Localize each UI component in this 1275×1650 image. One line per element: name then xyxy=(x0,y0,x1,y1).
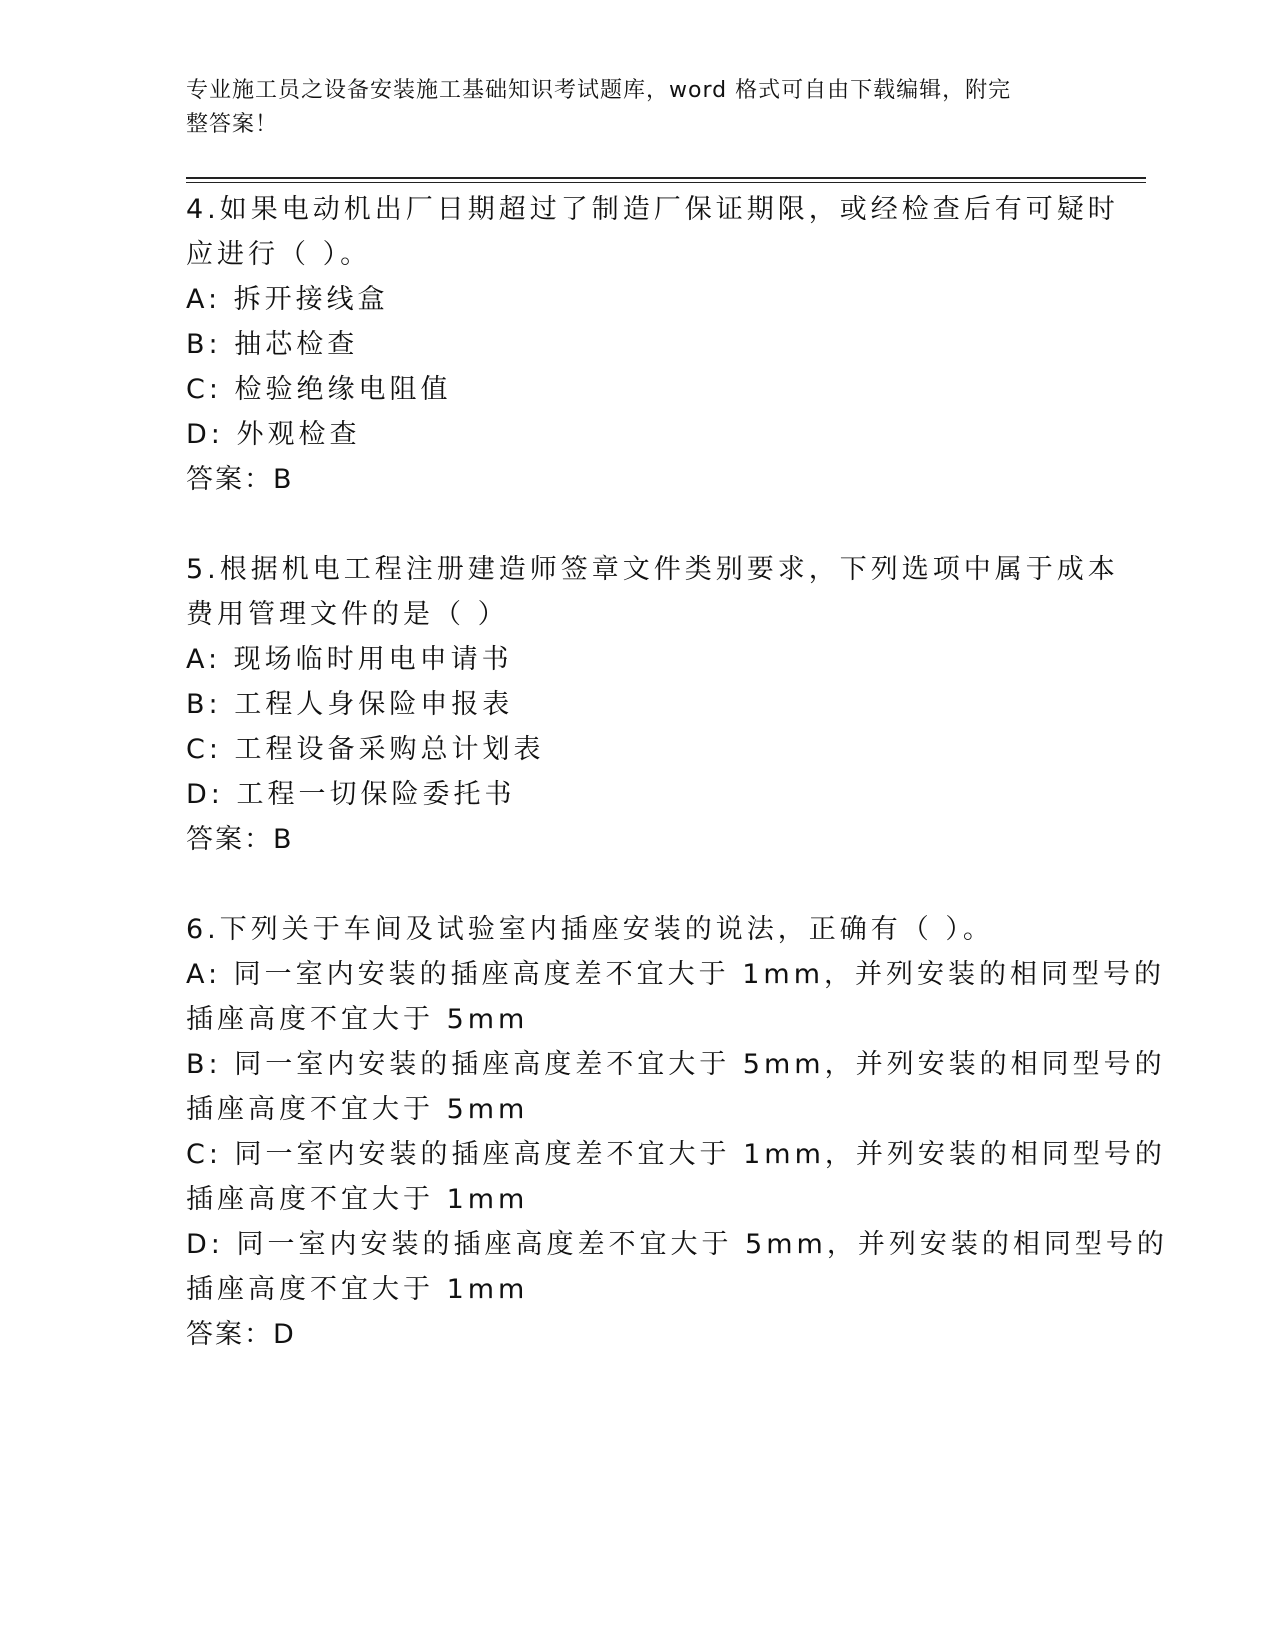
question-stem-line: 5.根据机电工程注册建造师签章文件类别要求，下列选项中属于成本 xyxy=(186,554,1119,585)
question-option-line: 插座高度不宜大于 5mm xyxy=(186,1094,529,1125)
question-option-line: C: 同一室内安装的插座高度差不宜大于 1mm，并列安装的相同型号的 xyxy=(186,1139,1166,1170)
answer-line xyxy=(186,1312,1066,1357)
question-option xyxy=(186,1222,1168,1312)
question-stem-line: 4.如果电动机出厂日期超过了制造厂保证期限，或经检查后有可疑时 xyxy=(186,194,1119,225)
answer-value: D xyxy=(273,1319,296,1350)
question-option xyxy=(186,277,1066,322)
question-option-line: 插座高度不宜大于 1mm xyxy=(186,1274,529,1305)
question-option xyxy=(186,727,1066,772)
header-divider-thin xyxy=(186,182,1146,183)
question-option xyxy=(186,367,1066,412)
question-option-line: 插座高度不宜大于 5mm xyxy=(186,1004,529,1035)
question-option xyxy=(186,1042,1166,1132)
answer-value: B xyxy=(273,464,294,495)
question-item xyxy=(186,547,1119,862)
question-option xyxy=(186,322,1066,367)
question-item xyxy=(186,907,1168,1357)
question-option xyxy=(186,412,1066,457)
question-option-line: A: 拆开接线盒 xyxy=(186,284,389,315)
header-divider xyxy=(186,177,1146,179)
answer-value: B xyxy=(273,824,294,855)
question-stem-line: 应进行（ ）。 xyxy=(186,239,372,270)
answer-label: 答案： xyxy=(186,1319,273,1350)
question-stem xyxy=(186,547,1119,637)
question-option-line: D: 同一室内安装的插座高度差不宜大于 5mm，并列安装的相同型号的 xyxy=(186,1229,1168,1260)
answer-label: 答案： xyxy=(186,464,273,495)
question-option-line: 插座高度不宜大于 1mm xyxy=(186,1184,529,1215)
question-option xyxy=(186,682,1066,727)
header-line-2: 整答案！ xyxy=(186,112,279,137)
header-line-1: 专业施工员之设备安装施工基础知识考试题库，word 格式可自由下载编辑，附完 xyxy=(186,78,1012,103)
question-stem xyxy=(186,907,1066,952)
question-option-line: B: 工程人身保险申报表 xyxy=(186,689,514,720)
answer-label: 答案： xyxy=(186,824,273,855)
document-header xyxy=(186,74,1066,142)
question-option-line: A: 同一室内安装的插座高度差不宜大于 1mm，并列安装的相同型号的 xyxy=(186,959,1166,990)
answer-line xyxy=(186,817,1066,862)
answer-line xyxy=(186,457,1066,502)
question-option-line: B: 同一室内安装的插座高度差不宜大于 5mm，并列安装的相同型号的 xyxy=(186,1049,1166,1080)
question-item xyxy=(186,187,1119,502)
question-option xyxy=(186,952,1166,1042)
question-option-line: D: 外观检查 xyxy=(186,419,361,450)
question-list xyxy=(186,187,1168,1402)
question-option-line: B: 抽芯检查 xyxy=(186,329,359,360)
question-option xyxy=(186,637,1066,682)
question-option-line: C: 检验绝缘电阻值 xyxy=(186,374,452,405)
question-stem-line: 费用管理文件的是（ ） xyxy=(186,599,509,630)
question-option xyxy=(186,772,1066,817)
question-option-line: A: 现场临时用电申请书 xyxy=(186,644,513,675)
question-option xyxy=(186,1132,1166,1222)
question-option-line: C: 工程设备采购总计划表 xyxy=(186,734,545,765)
question-option-line: D: 工程一切保险委托书 xyxy=(186,779,516,810)
question-stem xyxy=(186,187,1119,277)
question-stem-line: 6.下列关于车间及试验室内插座安装的说法，正确有（ ）。 xyxy=(186,914,994,945)
